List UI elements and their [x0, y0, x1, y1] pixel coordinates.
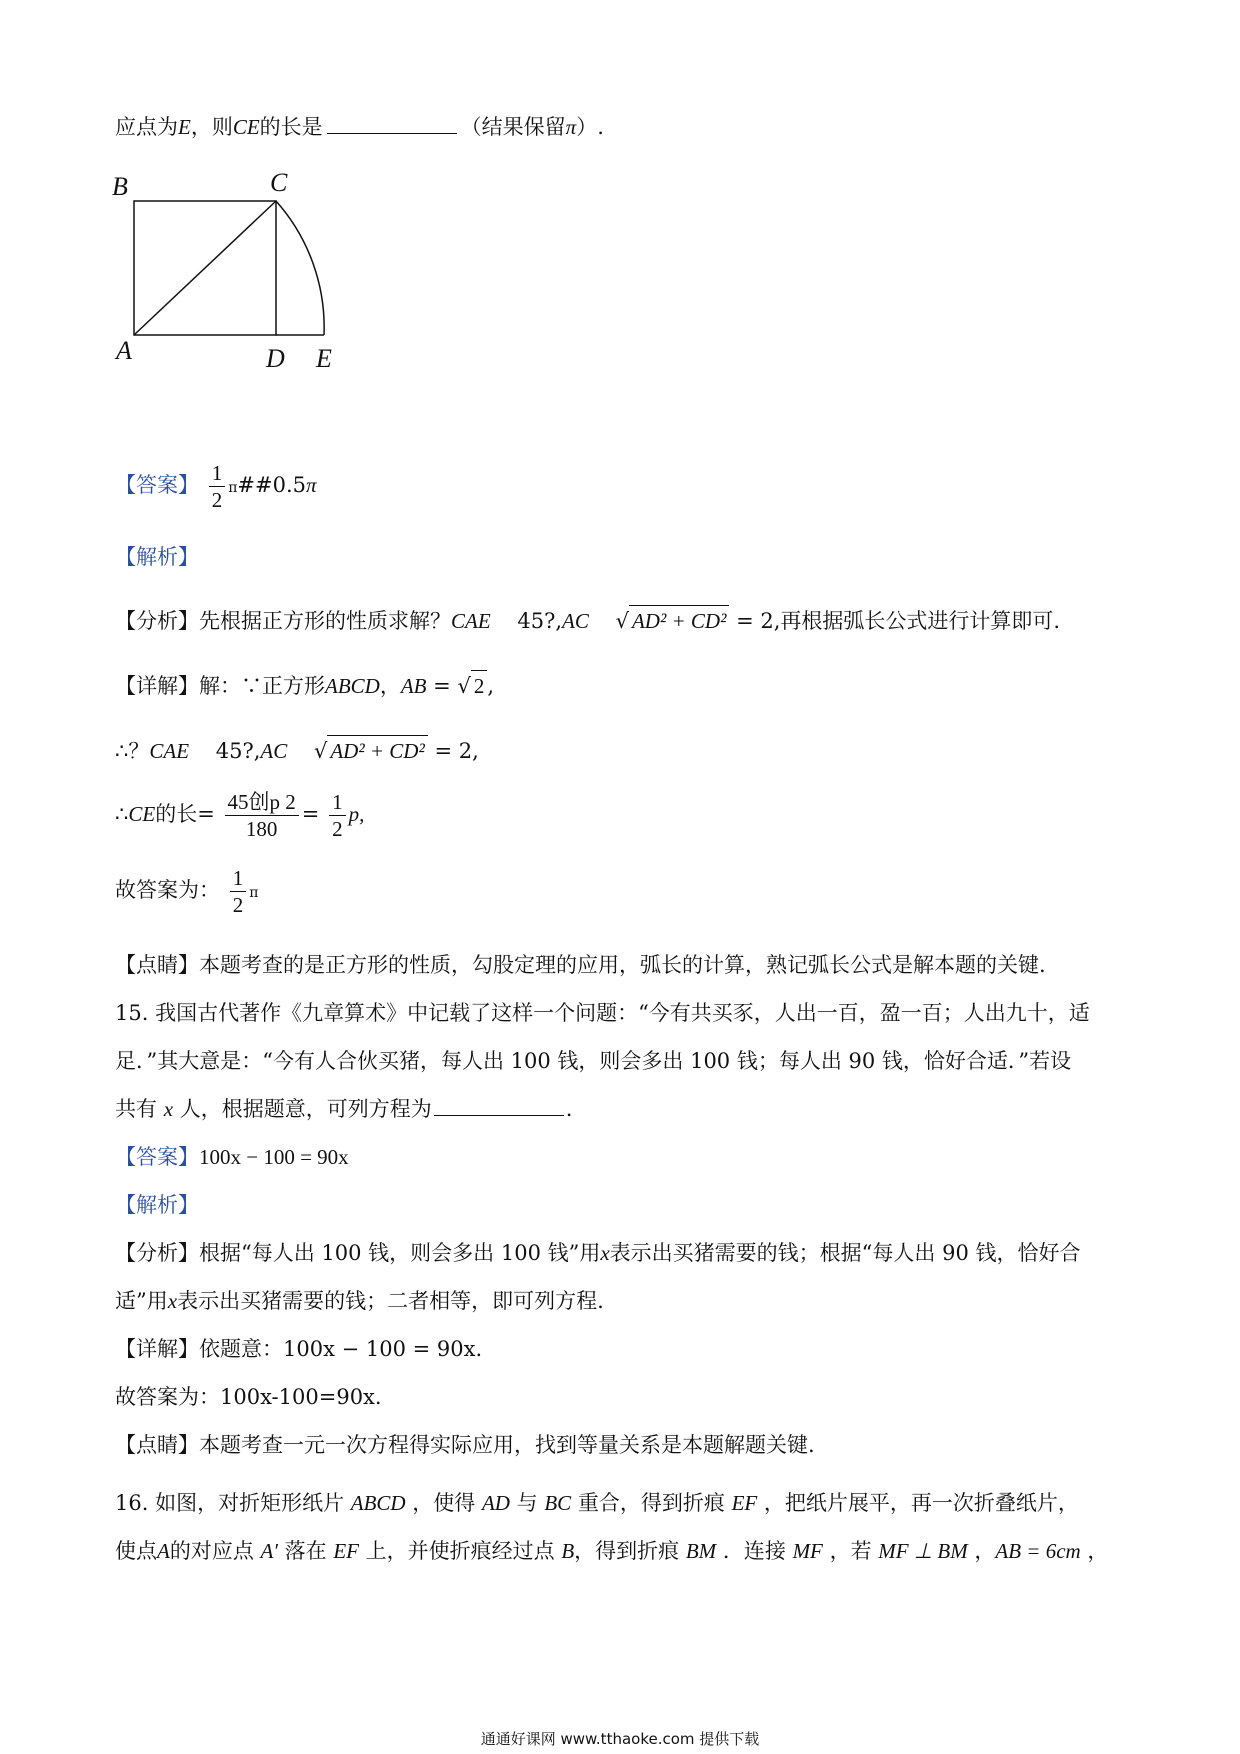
result-fraction: $\frac{1}{2}$: [329, 789, 346, 842]
q16-line2: 使点A的对应点 A′ 落在 EF 上，并使折痕经过点 B，得到折痕 BM ．连接 MF ，若 MF ⊥ BM ，AB = 6cm ，: [115, 1539, 1109, 1563]
answer-fraction: $\frac{1}{2}$: [209, 460, 226, 513]
q15-dianjing: 【点睛】本题考查一元一次方程得实际应用，找到等量关系是本题解题关键.: [115, 1433, 815, 1457]
diagonal-ac: [134, 201, 276, 335]
label-a: A: [116, 336, 132, 365]
arc-ce: [276, 201, 324, 335]
arc-length-fraction: $\frac{\text{45创p 2}}{180}$: [225, 789, 299, 842]
q15-answer-blank[interactable]: [434, 1095, 564, 1116]
q15-answer: 【答案】100x − 100 = 90x: [115, 1145, 349, 1169]
q14-line3: ∴CE的长= $\frac{\text{45创p 2}}{180}$ = $\frac{1}{2}$ p,: [115, 790, 365, 841]
q14-dianjing: 【点睛】本题考查的是正方形的性质，勾股定理的应用，弧长的计算，熟记弧长公式是解本题的关键.: [115, 953, 1046, 977]
q14-line2: ∴？CAE 45?,AC √ AD² + CD² = 2,: [115, 735, 479, 766]
final-fraction: $\frac{1}{2}$: [230, 865, 247, 918]
q15-line1: 15. 我国古代著作《九章算术》中记载了这样一个问题：“今有共买豕，人出一百，盈一百；人出九十，适: [115, 1001, 1090, 1025]
square-arc-figure: [100, 165, 380, 380]
q14-analysis-tag: 【解析】: [115, 545, 199, 569]
answer-blank[interactable]: [327, 113, 457, 134]
q14-final: 故答案为： $\frac{1}{2}$ π: [115, 866, 259, 917]
label-e: E: [316, 344, 332, 373]
q14-answer: 【答案】 $\frac{1}{2}$ π##0.5π: [115, 461, 317, 512]
q15-analysis-tag: 【解析】: [115, 1193, 199, 1217]
q14-fenxi: 【分析】先根据正方形的性质求解？CAE 45?,AC √ AD² + CD² = 2,再根据弧长公式进行计算即可.: [115, 605, 1060, 636]
q15-xiangjie: 【详解】依题意：100x − 100 = 90x.: [115, 1337, 483, 1361]
q15-fenxi-line2: 适”用x表示出买猪需要的钱；二者相等，即可列方程.: [115, 1289, 604, 1313]
label-d: D: [266, 344, 285, 373]
q15-line2: 足．”其大意是：“今有人合伙买猪，每人出 100 钱，则会多出 100 钱；每人出 90 钱，恰好合适．”若设: [115, 1049, 1072, 1073]
q14-end-line: 应点为E，则CE的长是 （结果保留π）.: [115, 115, 604, 139]
q15-fenxi-line1: 【分析】根据“每人出 100 钱，则会多出 100 钱”用x表示出买猪需要的钱；根据“每人出 90 钱，恰好合: [115, 1241, 1081, 1265]
q15-final: 故答案为：100x-100=90x.: [115, 1385, 382, 1409]
page-footer: 通通好课网 www.tthaoke.com 提供下载: [480, 1730, 760, 1748]
q14-xiangjie: 【详解】解：∵正方形ABCD，AB = √ 2 ,: [115, 670, 494, 701]
q16-line1: 16. 如图，对折矩形纸片 ABCD ，使得 AD 与 BC 重合，得到折痕 EF ，把纸片展平，再一次折叠纸片，: [115, 1491, 1079, 1515]
q15-line3: 共有 x 人，根据题意，可列方程为 .: [115, 1097, 573, 1121]
label-b: B: [112, 172, 128, 201]
label-c: C: [270, 168, 288, 197]
